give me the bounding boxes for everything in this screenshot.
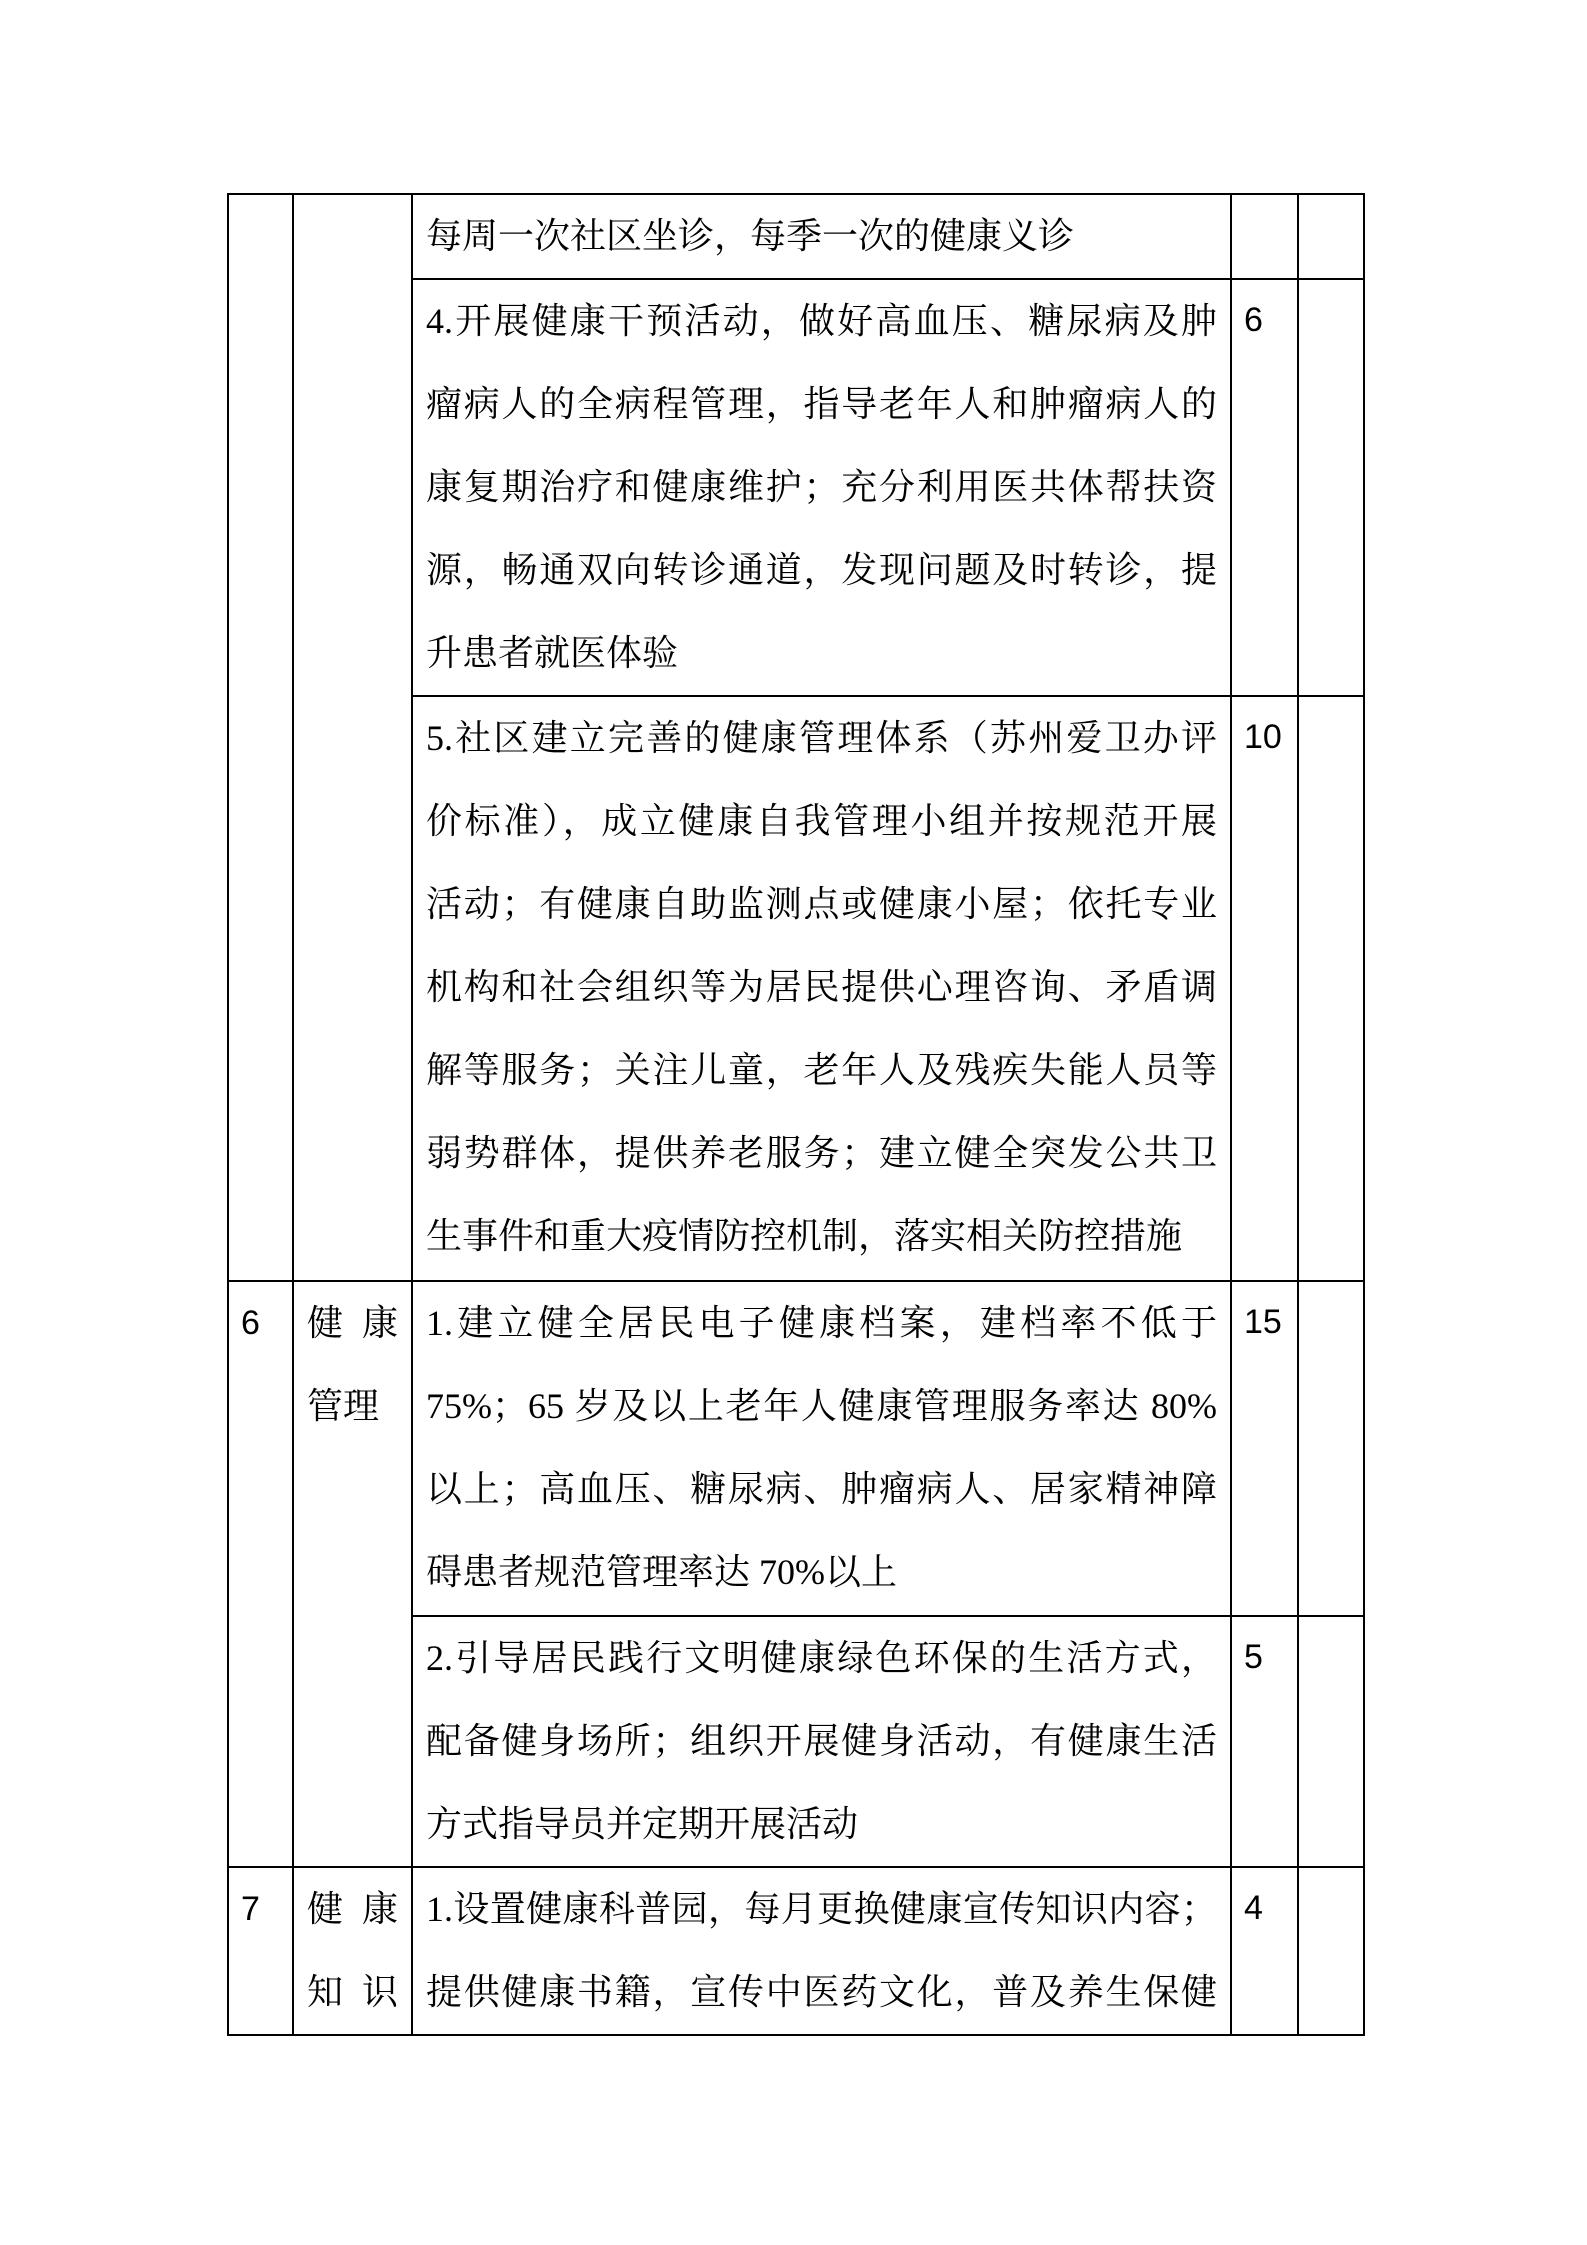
criteria-line: 1.设置健康科普园，每月更换健康宣传知识内容； — [426, 1889, 1217, 1929]
criteria-line: 4.开展健康干预活动，做好高血压、糖尿病及肿 — [426, 301, 1217, 341]
table-row-continuation — [228, 194, 1364, 279]
criteria-cell — [412, 1867, 1231, 2035]
criteria-line: 75%；65 岁及以上老年人健康管理服务率达 80% — [426, 1386, 1217, 1426]
category-cell — [293, 1281, 412, 1867]
blank-cell — [1298, 1281, 1364, 1616]
blank-cell — [1298, 696, 1364, 1281]
criteria-cell — [412, 194, 1231, 279]
table-row-section7-item1 — [228, 1867, 1364, 2035]
criteria-line: 价标准），成立健康自我管理小组并按规范开展 — [426, 801, 1217, 841]
blank-cell — [1298, 194, 1364, 279]
blank-cell — [1298, 1616, 1364, 1867]
criteria-line: 升患者就医体验 — [426, 633, 679, 673]
score-cell: 6 — [1231, 279, 1298, 696]
blank-cell — [1298, 1867, 1364, 2035]
criteria-line: 5.社区建立完善的健康管理体系（苏州爱卫办评 — [426, 718, 1217, 758]
assessment-table — [227, 193, 1365, 2036]
criteria-cell — [412, 1281, 1231, 1616]
section-number-cell: 6 — [228, 1281, 293, 1867]
criteria-line: 瘤病人的全病程管理，指导老年人和肿瘤病人的 — [426, 384, 1217, 424]
criteria-cell — [412, 279, 1231, 696]
criteria-line: 1.建立健全居民电子健康档案，建档率不低于 — [426, 1303, 1217, 1343]
category-cell — [293, 1867, 412, 2035]
category-cell-empty — [293, 194, 412, 1281]
criteria-line: 解等服务；关注儿童，老年人及残疾失能人员等 — [426, 1050, 1217, 1090]
criteria-line: 碍患者规范管理率达 70%以上 — [426, 1552, 897, 1592]
score-cell: 5 — [1231, 1616, 1298, 1867]
criteria-line: 方式指导员并定期开展活动 — [426, 1804, 859, 1844]
criteria-line: 活动；有健康自助监测点或健康小屋；依托专业 — [426, 884, 1217, 924]
category-line: 健康 — [307, 1889, 398, 1929]
criteria-line: 源，畅通双向转诊通道，发现问题及时转诊，提 — [426, 550, 1217, 590]
criteria-cell — [412, 696, 1231, 1281]
criteria-line: 每周一次社区坐诊，每季一次的健康义诊 — [426, 216, 1075, 256]
category-line: 管理 — [307, 1386, 380, 1426]
criteria-line: 生事件和重大疫情防控机制，落实相关防控措施 — [426, 1216, 1183, 1256]
criteria-line: 提供健康书籍，宣传中医药文化，普及养生保健 — [426, 1972, 1217, 2012]
criteria-line: 2.引导居民践行文明健康绿色环保的生活方式， — [426, 1638, 1217, 1678]
criteria-line: 弱势群体，提供养老服务；建立健全突发公共卫 — [426, 1133, 1217, 1173]
score-cell — [1231, 194, 1298, 279]
section-number-cell-empty — [228, 194, 293, 1281]
table-row-section6-item1 — [228, 1281, 1364, 1616]
score-cell: 4 — [1231, 1867, 1298, 2035]
score-cell: 15 — [1231, 1281, 1298, 1616]
criteria-line: 以上；高血压、糖尿病、肿瘤病人、居家精神障 — [426, 1469, 1217, 1509]
criteria-cell — [412, 1616, 1231, 1867]
criteria-line: 配备健身场所；组织开展健身活动，有健康生活 — [426, 1721, 1217, 1761]
category-line: 健康 — [307, 1303, 398, 1343]
blank-cell — [1298, 279, 1364, 696]
score-cell: 10 — [1231, 696, 1298, 1281]
category-line: 知识 — [307, 1972, 398, 2012]
section-number-cell: 7 — [228, 1867, 293, 2035]
criteria-line: 康复期治疗和健康维护；充分利用医共体帮扶资 — [426, 467, 1217, 507]
criteria-line: 机构和社会组织等为居民提供心理咨询、矛盾调 — [426, 967, 1217, 1007]
